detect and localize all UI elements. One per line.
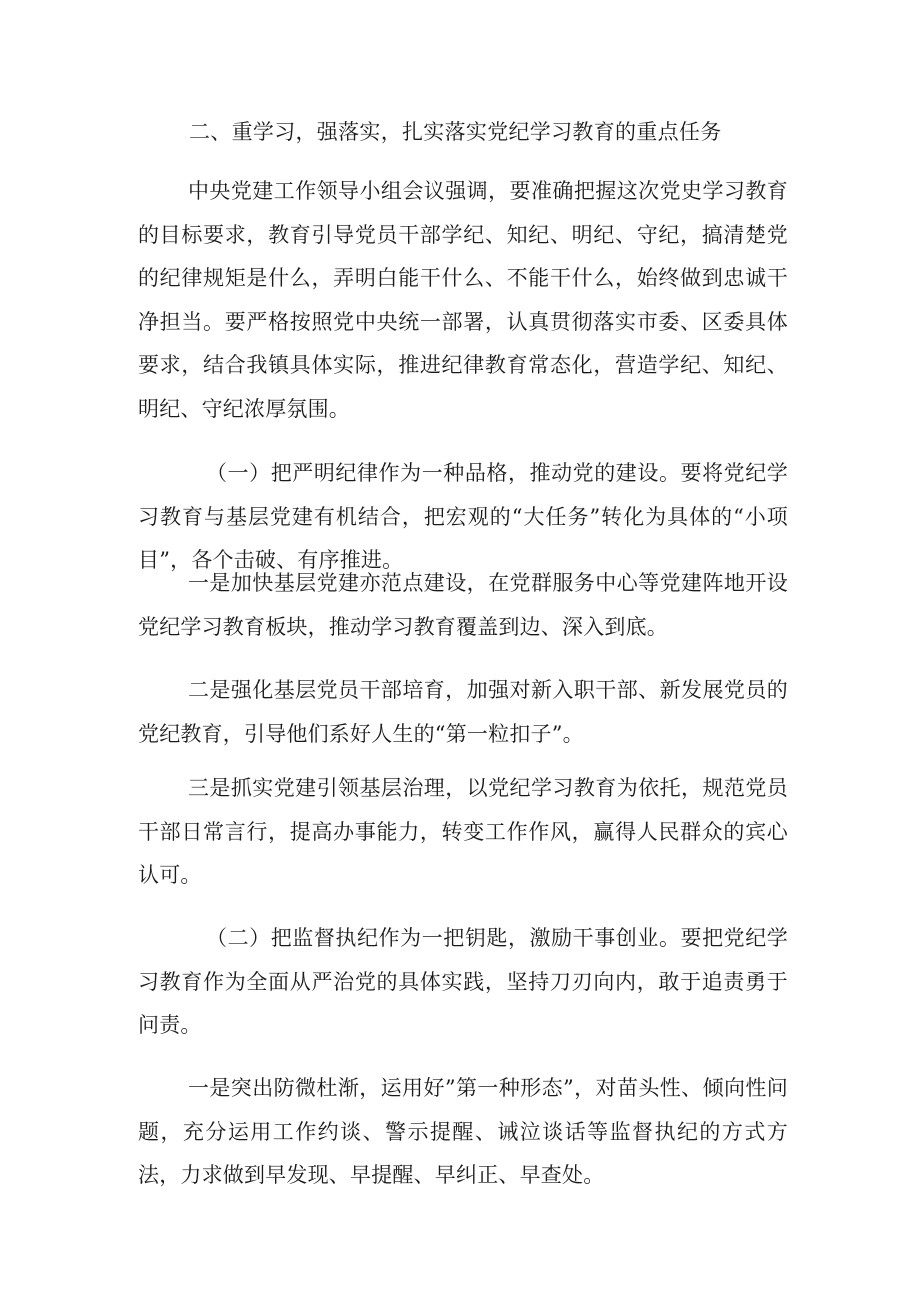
body-paragraph: 二是强化基层党员干部培育，加强对新入职干部、新发展党员的党纪教育，引导他们系好人生的“第一粒扣子”。 [138,678,788,746]
body-paragraph: 一是加快基层党建亦范点建设，在党群服务中心等党建阵地开设党纪学习教育板块，推动学习教育覆盖到边、深入到底。 [138,571,788,639]
subsection-paragraph-1: （一）把严明纪律作为一种品格，推动党的建设。要将党纪学习教育与基层党建有机结合，把宏观的“大任务”转化为具体的“小项目”，各个击破、有序推进。 [138,461,788,572]
body-paragraph: 中央党建工作领导小组会议强调，要准确把握这次党史学习教育的目标要求，教育引导党员干部学纪、知纪、明纪、守纪，搞清楚党的纪律规矩是什么，弄明白能干什么、不能干什么，始终做到忠诚干净担当。要严格按照党中央统一部署，认真贯彻落实市委、区委具体要求，结合我镇具体实际，推进纪律教育常态化，营造学纪、知纪、明纪、守纪浓厚氛围。 [138,179,788,421]
body-paragraph: 三是抓实党建引领基层治理，以党纪学习教育为依托，规范党员干部日常言行，提高办事能力，转变工作作风，赢得人民群众的宾心认可。 [138,776,788,887]
section-heading: 二、重学习，强落实，扎实落实党纪学习教育的重点任务 [189,120,722,144]
subsection-paragraph-2: （二）把监督执纪作为一把钥匙，激励干事创业。要把党纪学习教育作为全面从严治党的具体实践，坚持刀刃向内，敢于追责勇于问责。 [138,926,788,1037]
body-paragraph: 一是突出防微杜渐，运用好”第一种形态”，对苗头性、倾向性问题，充分运用工作约谈、警示提醒、诫泣谈话等监督执纪的方式方法，力求做到早发现、早提醒、早纠正、早查处。 [138,1076,788,1187]
